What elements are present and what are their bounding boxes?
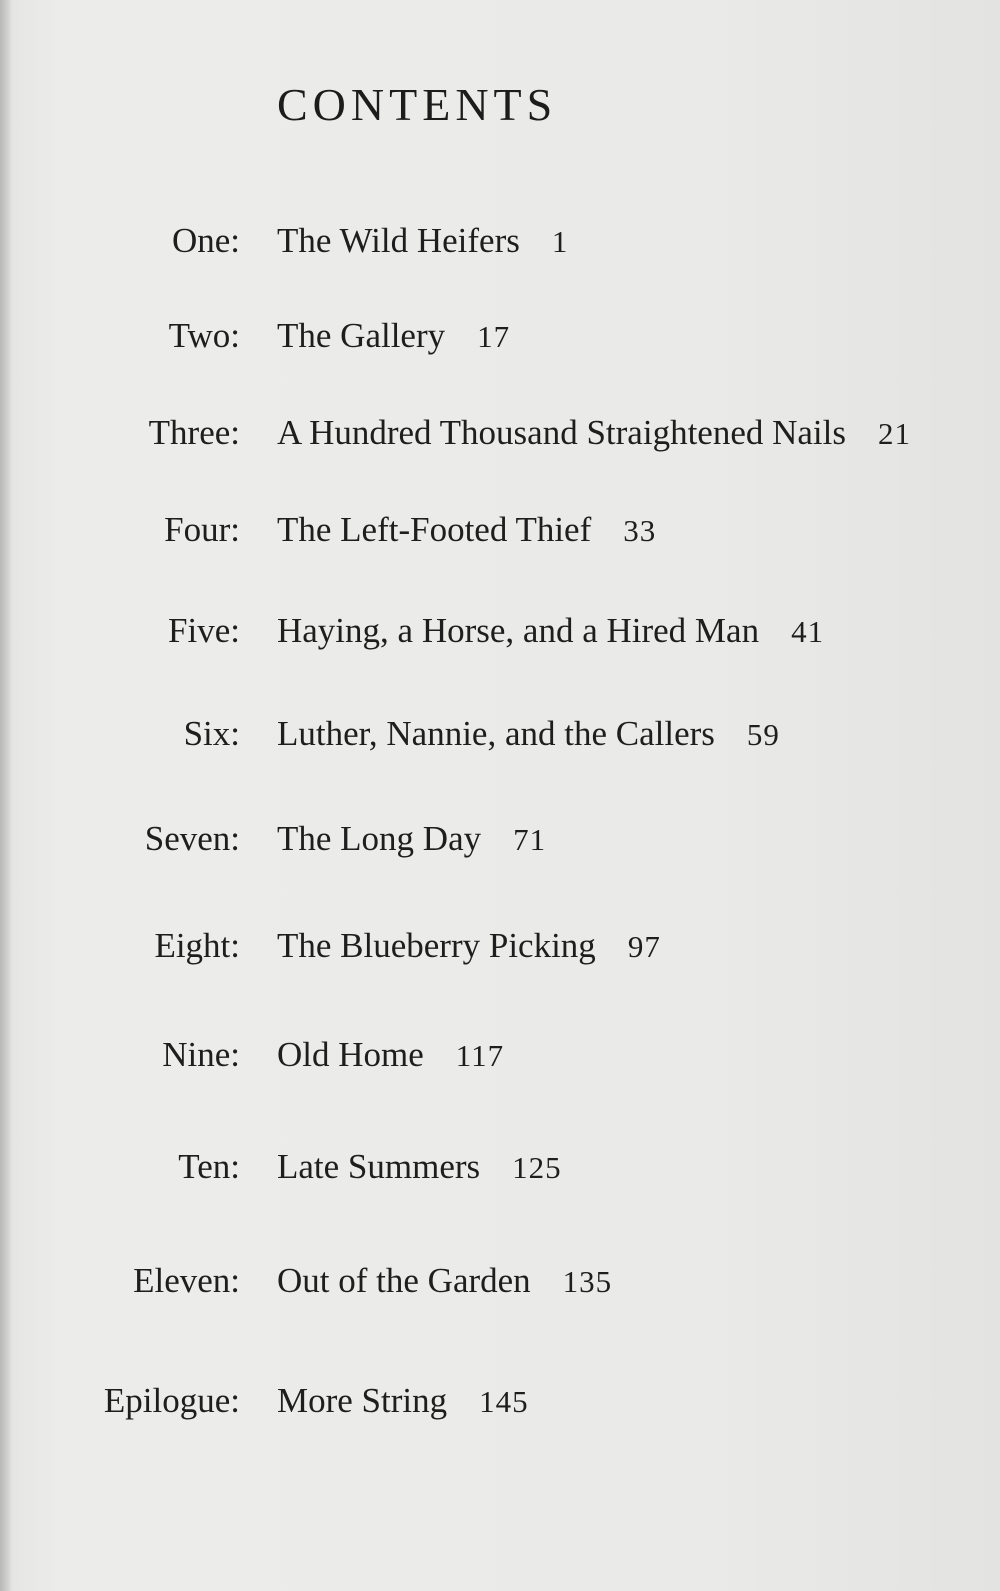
chapter-title: Out of the Garden (277, 1261, 531, 1300)
chapter-title: Old Home (277, 1035, 424, 1074)
chapter-title: Luther, Nannie, and the Callers (277, 714, 715, 753)
toc-entry (0, 814, 1000, 864)
page-number: 21 (878, 416, 911, 451)
chapter-label: Three: (148, 413, 240, 452)
toc-entry (0, 216, 1000, 266)
chapter-label: Eleven: (133, 1261, 240, 1300)
page-number: 59 (746, 717, 780, 752)
chapter-label: Eight: (154, 926, 240, 965)
page-number: 33 (623, 513, 657, 548)
page-number: 1 (551, 224, 569, 259)
chapter-label: Five: (168, 611, 240, 650)
toc-entry (0, 709, 1000, 759)
chapter-title: The Gallery (277, 316, 446, 355)
toc-entry (0, 1256, 1000, 1306)
page-number: 97 (627, 929, 661, 964)
chapter-label: Epilogue: (103, 1381, 240, 1420)
page-number: 71 (513, 822, 547, 857)
chapter-title: Haying, a Horse, and a Hired Man (277, 611, 760, 650)
chapter-label: Seven: (144, 819, 240, 858)
chapter-label: One: (171, 221, 240, 260)
toc-entry (0, 1030, 1000, 1080)
toc-entry (0, 1376, 1000, 1426)
chapter-title: The Left-Footed Thief (277, 510, 592, 549)
toc-entry (0, 1142, 1000, 1192)
chapter-title: The Long Day (277, 819, 482, 858)
page-title: CONTENTS (277, 79, 558, 130)
toc-entry (0, 311, 1000, 361)
chapter-label: Six: (183, 714, 240, 753)
chapter-label: Two: (168, 316, 240, 355)
chapter-label: Ten: (178, 1147, 240, 1186)
page-number: 17 (477, 319, 511, 354)
chapter-label: Four: (164, 510, 240, 549)
page-number: 145 (479, 1384, 529, 1419)
page-number: 117 (455, 1038, 505, 1073)
toc-entry (0, 606, 1000, 656)
toc-entry (0, 921, 1000, 971)
toc-entry (0, 505, 1000, 555)
chapter-title: A Hundred Thousand Straightened Nails (277, 413, 846, 452)
page-number: 41 (791, 614, 825, 649)
page-number: 125 (512, 1150, 562, 1185)
page-number: 135 (562, 1264, 613, 1299)
toc-entry (0, 408, 1000, 458)
chapter-title: Late Summers (277, 1147, 481, 1186)
chapter-title: The Wild Heifers (277, 221, 520, 260)
chapter-title: More String (277, 1381, 448, 1420)
chapter-title: The Blueberry Picking (277, 926, 596, 965)
chapter-label: Nine: (162, 1035, 240, 1074)
